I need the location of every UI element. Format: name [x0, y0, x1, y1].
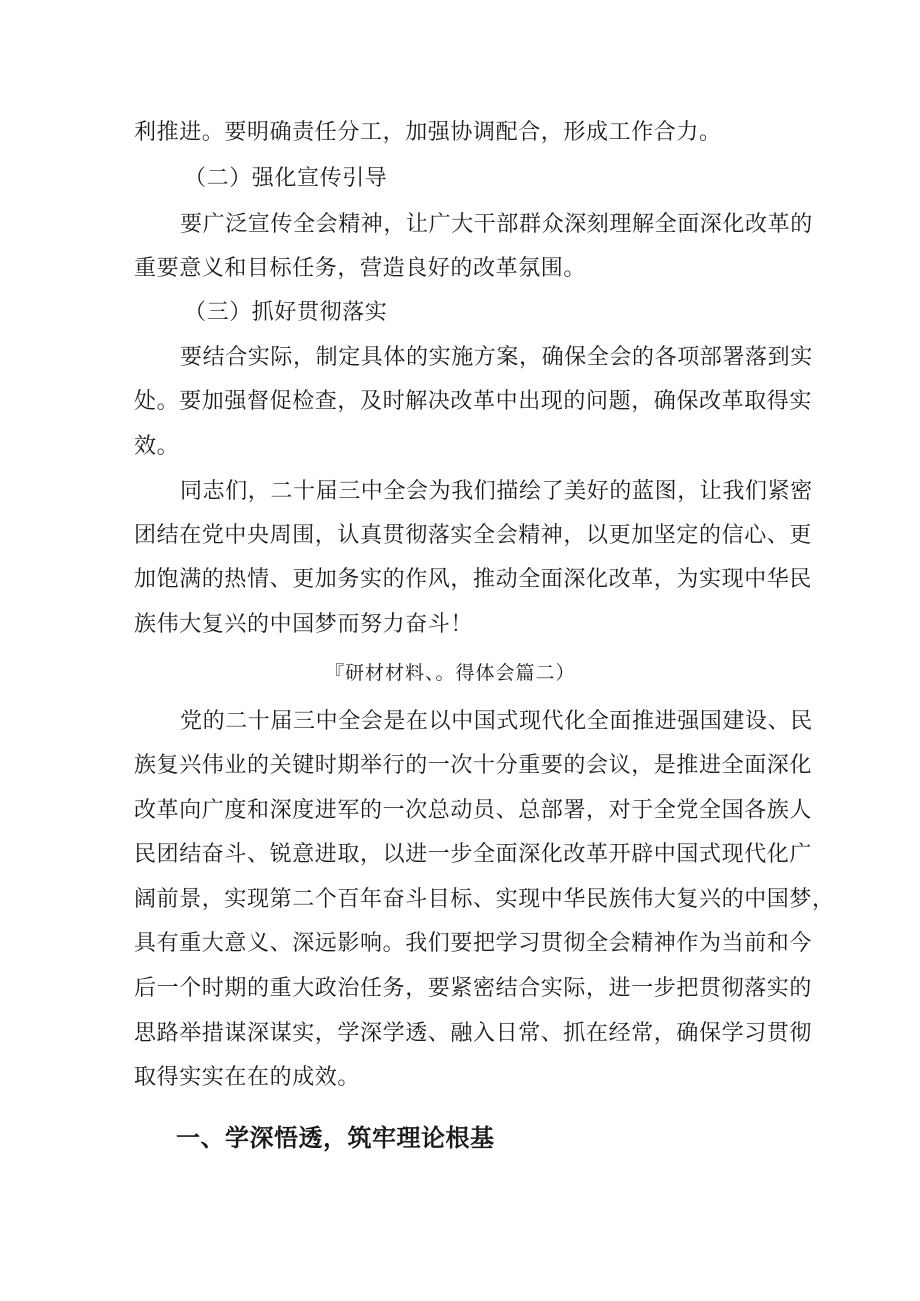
article-title: 『研材材料、。得体会篇二）: [325, 662, 576, 684]
body-line: 党的二十届三中全会是在以中国式现代化全面推进强国建设、民: [180, 709, 813, 734]
body-line: 加饱满的热情、更加务实的作风，推动全面深化改革，为实现中华民: [134, 567, 813, 592]
body-line: 团结在党中央周围，认真贯彻落实全会精神，以更加坚定的信心、更: [134, 523, 813, 548]
body-line: 效。: [134, 434, 180, 459]
subsection-heading-2: （二）强化宣传引导: [184, 166, 388, 191]
subsection-heading-3: （三）抓好贯彻落实: [184, 300, 388, 325]
body-line: 具有重大意义、深远影响。我们要把学习贯彻全会精神作为当前和今: [134, 931, 813, 956]
body-line: 重要意义和目标任务，营造良好的改革氛围。: [134, 256, 587, 281]
body-line: 族伟大复兴的中国梦而努力奋斗！: [134, 612, 474, 637]
body-line: 族复兴伟业的关键时期举行的一次十分重要的会议，是推进全面深化: [134, 753, 813, 778]
body-line: 要广泛宣传全会精神，让广大干部群众深刻理解全面深化改革的: [180, 212, 813, 237]
body-line: 阔前景，实现第二个百年奋斗目标、实现中华民族伟大复兴的中国梦，: [134, 887, 835, 912]
body-line: 民团结奋斗、锐意进取，以进一步全面深化改革开辟中国式现代化广: [134, 842, 813, 867]
section-heading: 一、学深悟透，筑牢理论根基: [176, 1124, 495, 1152]
body-line: 思路举措谋深谋实，学深学透、融入日常、抓在经常，确保学习贯彻: [134, 1021, 813, 1046]
body-line: 取得实实在在的成效。: [134, 1065, 361, 1090]
body-line: 改革向广度和深度进军的一次总动员、总部署，对于全党全国各族人: [134, 798, 813, 823]
body-line: 要结合实际，制定具体的实施方案，确保全会的各项部署落到实: [180, 345, 813, 370]
body-line: 处。要加强督促检查，及时解决改革中出现的问题，确保改革取得实: [134, 389, 813, 414]
body-line: 后一个时期的重大政治任务，要紧密结合实际，进一步把贯彻落实的: [134, 976, 813, 1001]
body-line: 同志们，二十届三中全会为我们描绘了美好的蓝图，让我们紧密: [180, 479, 813, 504]
body-line: 利推进。要明确责任分工，加强协调配合，形成工作合力。: [134, 120, 722, 145]
